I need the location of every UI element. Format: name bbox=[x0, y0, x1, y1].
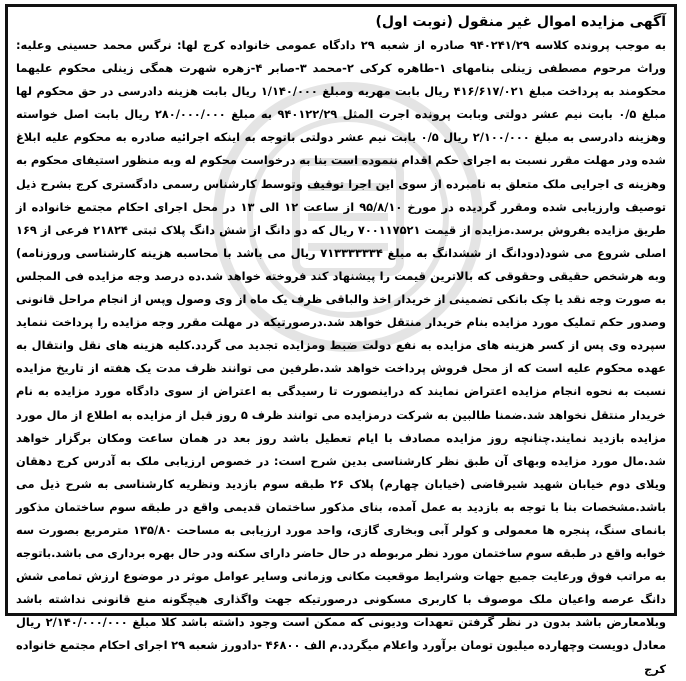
auction-notice bbox=[5, 4, 677, 676]
notice-body: به موجب پرونده کلاسه ۹۴۰۲۴۱/۲۹ صادره از شعبه ۲۹ دادگاه عمومی خانواده کرج لها: نرگس محمد حسینی وعلیه: وراث مرحوم مصطفی زینلی بنامهای ۱-طاهره کرکی ۲-محمد ۳-صابر ۴-زهره شهرت همگی زینلی محکوم علیهما محکومند به پرداخت مبلغ ۴۱۶/۶۱۷/۰۲۱ ریال بابت مهریه ومبلغ ۱/۱۴۰/۰۰۰ ریال بابت هزینه دادرسی در حق محکوم لها مبلغ ۰/۵ بابت نیم عشر دولتی وبابت پرونده اجرت المثل ۹۴۰۱۲۲/۲۹ به مبلغ ۲۸۰/۰۰۰/۰۰۰ ریال بابت اصل خواسته وهزینه دادرسی به مبلغ ۲/۱۰۰/۰۰۰ ریال ۰/۵ بابت نیم عشر دولتی باتوجه به اینکه اجرائیه صادره به محکوم علیه ابلاغ شده ودر مهلت مقرر نسبت به اجرای حکم اقدام ننموده است بنا به درخواست محکوم له وبه منظور استیفای محکوم به وهزینه ی اجرایی ملک متعلق به نامبرده از سوی این اجرا توقیف وتوسط کارشناس رسمی دادگستری کرج بشرح ذیل توصیف وارزیابی شده ومقرر گردیده در مورخ ۹۵/۸/۱۰ از ساعت ۱۲ الی ۱۳ در محل اجرای احکام مجتمع خانواده از طریق مزایده بفروش برسد.مزایده از قیمت ۷۰۰۱۱۷۵۲۱ ریال که دو دانگ از شش دانگ پلاک ثبتی ۲۱۸۲۴ فرعی از ۱۶۹ اصلی شروع می شود(دودانگ از ششدانگ به مبلغ ۷۱۳۳۳۳۳۳۴ ریال می باشد با محاسبه هزینه کارشناسی وروزنامه) وبه هرشخص حقیقی وحقوقی که بالاترین قیمت را پیشنهاد کند فروخته خواهد شد.ده درصد وجه مزایده فی المجلس به صورت وجه نقد یا چک بانکی تضمینی از خریدار اخذ والباقی ظرف یک ماه از وی وصول وپس از انجام مراحل قانونی وصدور حکم تملیک مورد مزایده بنام خریدار منتقل خواهد شد.درصورتیکه در مهلت مقرر وجه مزایده را پرداخت ننماید سپرده وی پس از کسر هزینه های مزایده به نفع دولت ضبط ومزایده تجدید می گردد.کلیه هزینه های نقل وانتقال به عهده محکوم علیه است که از محل فروش پرداخت خواهد شد.طرفین می توانند ظرف مدت یک هفته از تاریخ مزایده نسبت به نحوه انجام مزایده اعتراض نمایند که دراینصورت تا رسیدگی به اعتراض از سوی دادگاه مورد مزایده به نام خریدار منتقل نخواهد شد.ضمنا طالبین به شرکت درمزایده می توانند ظرف ۵ روز قبل از مزایده به اطلاع از مال مورد مزایده بازدید نمایند.چنانچه روز مزایده مصادف با ایام تعطیل باشد روز بعد در همان ساعت ومکان برگزار خواهد شد.مال مورد مزایده وبهای آن طبق نظر کارشناسی بدین شرح است: در خصوص ارزیابی ملک به آدرس کرج دهقان ویلای دوم خیابان شهید شیرقاضی (خیابان چهارم) پلاک ۲۶ طبقه سوم بازدید ونظریه کارشناسی به شرح ذیل می باشد.مشخصات بنا با توجه به بازدید به عمل آمده، بنای مذکور ساختمان قدیمی واقع در طبقه سوم ساختمان مذکور بانمای سنگ، پنجره ها معمولی و کولر آبی وبخاری گازی، واحد مورد ارزیابی به مساحت ۱۳۵/۸۰ مترمربع بصورت سه خوابه واقع در طبقه سوم ساختمان مورد نظر مربوطه در حال حاضر دارای سکنه ودر حال بهره برداری می باشد.باتوجه به مراتب فوق ورعایت جمیع جهات وشرایط موقعیت مکانی وزمانی وسایر عوامل موثر در موضوع ارزش تمامی شش دانگ عرصه واعیان ملک موصوف با کاربری مسکونی درصورتیکه جهت واگذاری هیچگونه منع قانونی نداشته باشد وبلامعارض باشد بدون در نظر گرفتن تعهدات ودیونی که ممکن است وجود داشته باشد کلا مبلغ ۲/۱۴۰/۰۰۰/۰۰۰ ریال معادل دویست وچهارده میلیون تومان برآورد واعلام میگردد.م الف ۴۶۸۰۰ -دادورز شعبه ۲۹ اجرای احکام مجتمع خانواده کرج bbox=[16, 38, 667, 676]
notice-title: آگهی مزایده اموال غیر منقول (نوبت اول) bbox=[375, 14, 666, 30]
